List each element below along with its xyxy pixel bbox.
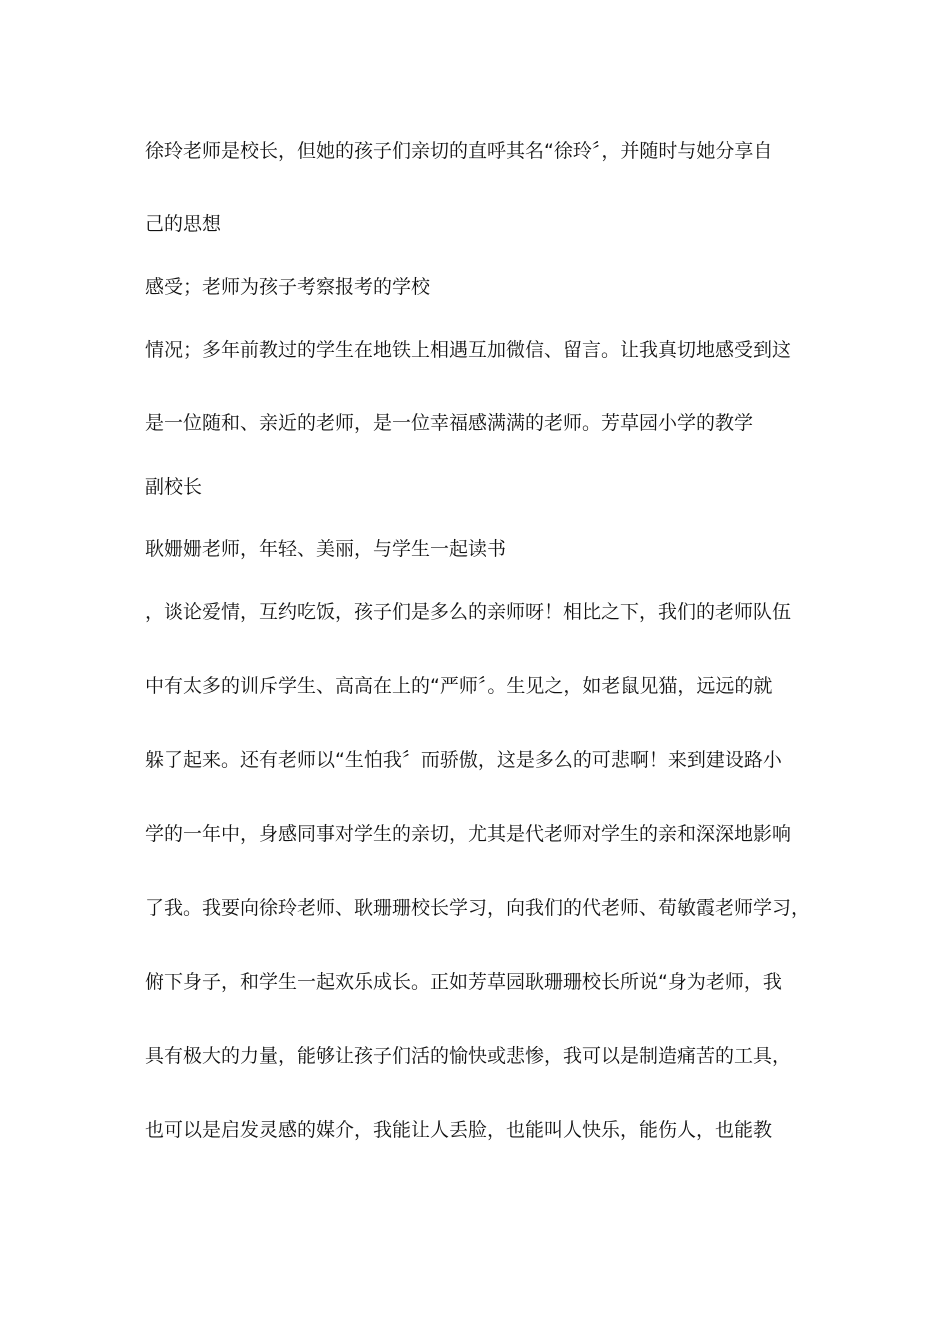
text-line: 具有极大的力量，能够让孩子们活的愉快或悲惨，我可以是制造痛苦的工具， [145,1045,792,1067]
text-line: 俯下身子，和学生一起欢乐成长。正如芳草园耿珊珊校长所说“身为老师，我 [145,971,782,993]
text-line: 耿姗姗老师，年轻、美丽，与学生一起读书 [145,538,507,560]
text-line: ，谈论爱情，互约吃饭，孩子们是多么的亲师呀！相比之下，我们的老师队伍 [145,601,792,623]
text-line: 徐玲老师是校长，但她的孩子们亲切的直呼其名“徐玲〞，并随时与她分享自 [145,140,773,162]
text-line: 躲了起来。还有老师以“生怕我〞而骄傲，这是多么的可悲啊！来到建设路小 [145,749,782,771]
text-line: 副校长 [145,476,203,498]
text-line: 情况；多年前教过的学生在地铁上相遇互加微信、留言。让我真切地感受到这 [145,339,792,361]
text-line: 了我。我要向徐玲老师、耿珊珊校长学习，向我们的代老师、荀敏霞老师学习， [145,897,811,919]
text-line: 也可以是启发灵感的媒介，我能让人丢脸，也能叫人快乐，能伤人，也能教 [145,1119,773,1141]
text-line: 学的一年中，身感同事对学生的亲切，尤其是代老师对学生的亲和深深地影响 [145,823,792,845]
text-line: 己的思想 [145,213,222,235]
text-line: 中有太多的训斥学生、高高在上的“严师〞。生见之，如老鼠见猫，远远的就 [145,675,773,697]
text-line: 感受；老师为孩子考察报考的学校 [145,276,431,298]
text-line: 是一位随和、亲近的老师，是一位幸福感满满的老师。芳草园小学的教学 [145,412,754,434]
